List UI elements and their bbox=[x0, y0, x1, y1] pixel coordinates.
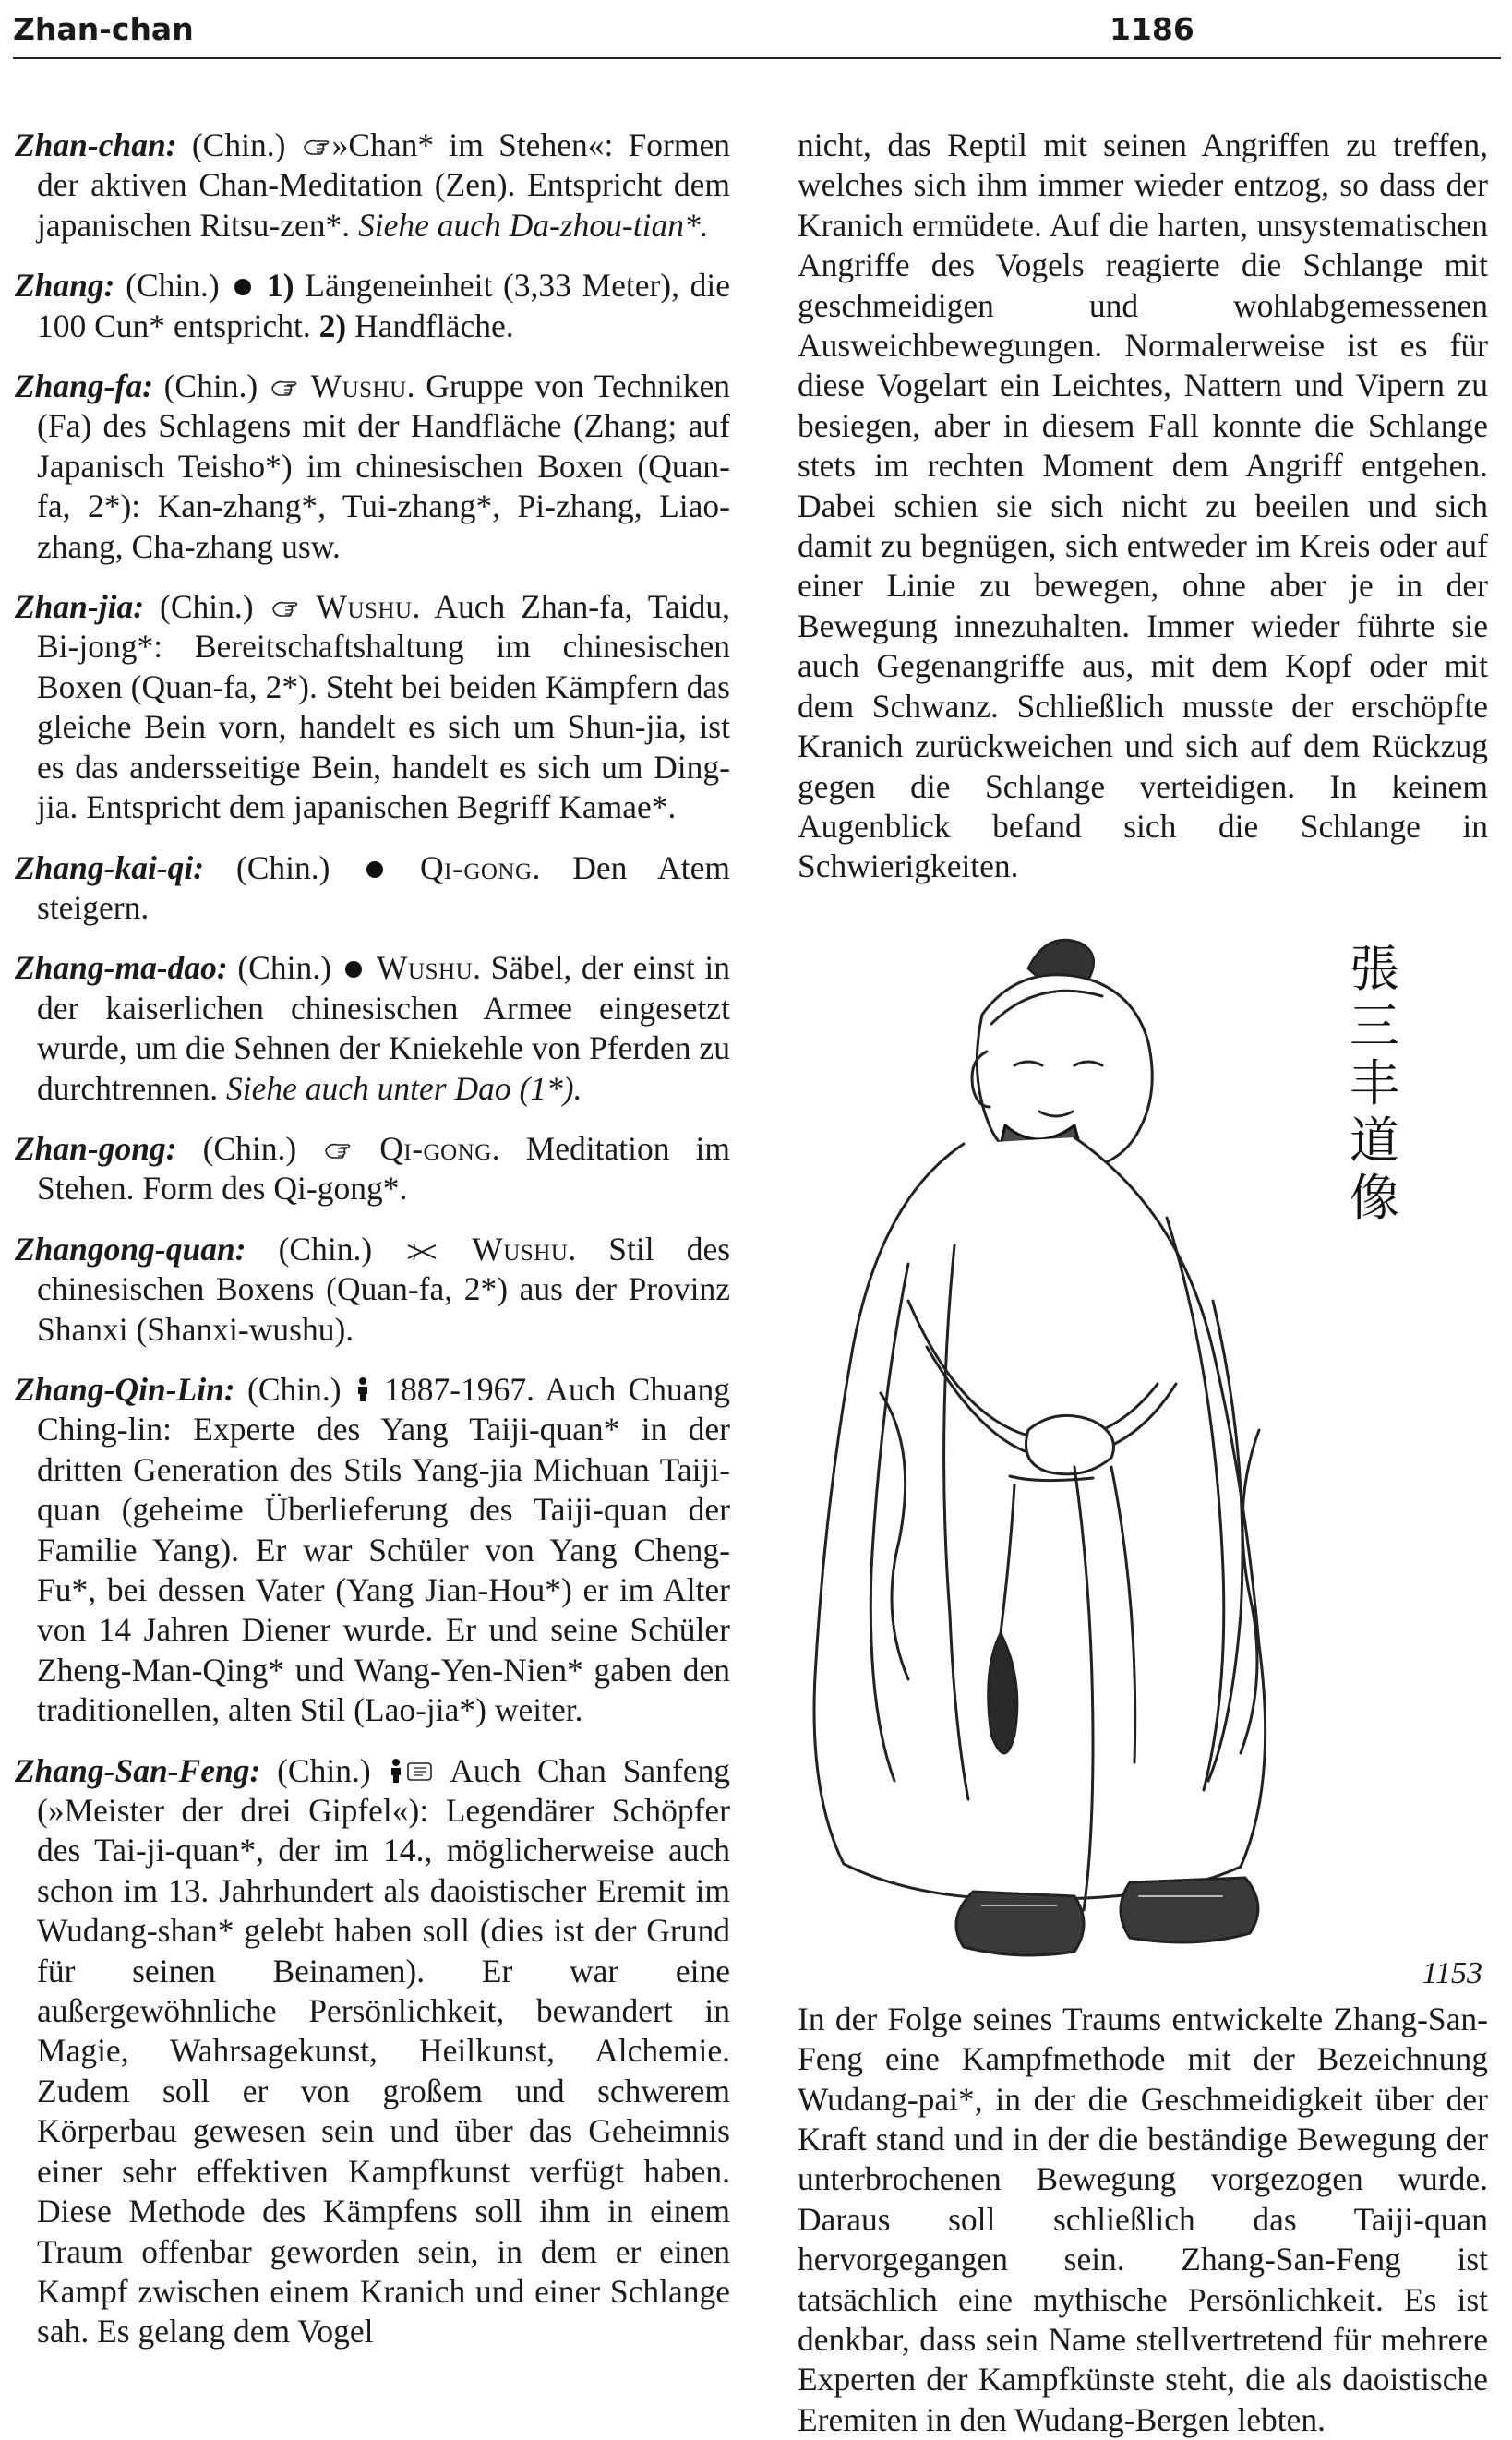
domain-label: Wushu bbox=[472, 1230, 569, 1268]
figure-number: 1153 bbox=[1422, 1956, 1482, 1991]
entry-lemma: Zhang-ma-dao: bbox=[15, 949, 228, 987]
entry-lemma: Zhang: bbox=[15, 267, 115, 305]
cjk-char: 三 bbox=[1350, 996, 1399, 1055]
dictionary-entry: Zhang-fa: (Chin.) Wushu. Gruppe von Techniken (Fa) des Schlagens mit der Handfläche (Zhang; auf Japanisch Teisho*) im chinesischen Boxen (Quan-fa, 2*): Kan-zhang*, Tui-zhang*, Pi-zhang, Liao-zhang, Cha-zhang usw. bbox=[15, 367, 731, 565]
cjk-char: 像 bbox=[1350, 1168, 1399, 1227]
dictionary-entry: Zhang: (Chin.) 1) Längeneinheit (3,33 Meter), die 100 Cun* entspricht. 2) Handfläche. bbox=[15, 267, 731, 344]
cjk-char: 丰 bbox=[1350, 1053, 1399, 1112]
page-number: 1186 bbox=[1110, 11, 1194, 47]
cross-reference: Siehe auch Da-zhou-tian*. bbox=[358, 206, 709, 244]
running-head bbox=[13, 0, 1501, 59]
sense-number: 2) bbox=[318, 307, 347, 344]
cjk-char: 張 bbox=[1350, 939, 1399, 998]
chinese-caption bbox=[1342, 941, 1407, 1227]
pointing-hand-icon bbox=[303, 136, 330, 158]
domain-label: Wushu bbox=[316, 588, 413, 626]
domain-label: Qi-gong bbox=[420, 848, 533, 886]
pointing-hand-icon bbox=[324, 1139, 352, 1161]
entry-lemma: Zhan-jia: bbox=[15, 588, 145, 626]
domain-label: Qi-gong bbox=[379, 1129, 492, 1167]
pointing-hand-icon bbox=[270, 377, 298, 399]
entry-lemma: Zhang-kai-qi: bbox=[15, 848, 205, 886]
header-lemma: Zhan-chan bbox=[13, 11, 194, 47]
right-column bbox=[798, 126, 1488, 2440]
dictionary-entry: Zhangong-quan: (Chin.) Wushu. Stil des chinesischen Boxens (Quan-fa, 2*) aus der Provinz Shanxi (Shanxi-wushu). bbox=[15, 1230, 731, 1348]
right-paragraph-top: nicht, das Reptil mit seinen Angriffen zu treffen, welches sich ihm immer wieder entzog, so dass der Kranich ermüdete. Auf die harten, unsystematischen Angriffe des Vogels reagierte die Schlange mit geschmeidigen und wohlabgemessenen Ausweichbewegungen. Normalerweise ist es für diese Vogelart ein Leichtes, Nattern und Vipern zu besiegen, aber in diesem Fall konnte die Schlange stets im rechten Moment dem Angriff entgehen. Dabei schien sie sich nicht zu beeilen und sich damit zu begnügen, sich entweder im Kreis oder auf einer Linie zu bewegen, ohne aber je in der Bewegung innezuhalten. Immer wieder führte sie auch Gegenangriffe aus, mit dem Kopf oder mit dem Schwanz. Schließlich musste der erschöpfte Kranich zurückweichen und sich auf dem Rückzug gegen die Schlange verteidigen. In keinem Augenblick befand sich die Schlange in Schwierigkeiten. bbox=[798, 126, 1488, 885]
entry-lemma: Zhang-fa: bbox=[15, 367, 153, 405]
dictionary-entry: Zhang-ma-dao: (Chin.) Wushu. Säbel, der einst in der kaiserlichen chinesischen Armee eingesetzt wurde, um die Sehnen der Kniekehle von Pferden zu durchtrennen. Siehe auch unter Dao (1*). bbox=[15, 949, 731, 1107]
black-circle-icon bbox=[342, 958, 365, 980]
black-circle-icon bbox=[364, 859, 386, 881]
entry-lemma: Zhan-gong: bbox=[15, 1129, 177, 1167]
portrait-illustration bbox=[798, 913, 1488, 1998]
person-icon bbox=[355, 1376, 370, 1402]
cross-reference: Siehe auch unter Dao (1*). bbox=[226, 1069, 582, 1107]
entry-lemma: Zhangong-quan: bbox=[15, 1230, 246, 1268]
scroll-icon bbox=[407, 1760, 433, 1784]
entry-lemma: Zhan-chan: bbox=[15, 126, 177, 163]
dictionary-entry: Zhang-kai-qi: (Chin.) Qi-gong. Den Atem steigern. bbox=[15, 848, 731, 926]
dictionary-entry: Zhan-gong: (Chin.) Qi-gong. Meditation im Stehen. Form des Qi-gong*. bbox=[15, 1129, 731, 1208]
dictionary-entry: Zhan-jia: (Chin.) Wushu. Auch Zhan-fa, Taidu, Bi-jong*: Bereitschaftshaltung im chinesischen Boxen (Quan-fa, 2*). Steht bei beiden Kämpfern das gleiche Bein vorn, handelt es sich um Shun-jia, ist es das andersseitige Bein, handelt es sich um Ding-jia. Entspricht dem japanischen Begriff Kamae*. bbox=[15, 588, 730, 826]
domain-label: Wushu bbox=[310, 367, 407, 405]
black-circle-icon bbox=[232, 276, 254, 298]
person-icon bbox=[389, 1758, 403, 1784]
dictionary-entry: Zhang-San-Feng: (Chin.) Auch Chan Sanfeng (»Meister der drei Gipfel«): Legendärer Schöpfer des Tai-ji-quan*, der im 14., möglicherweise auch schon im 13. Jahrhundert als daoistischer Eremit im Wudang-shan* gelebt haben soll (dies ist der Grund für seinen Beinamen). Er war eine außergewöhnliche Persönlichkeit, bewandert in Magie, Wahrsagekunst, Heilkunst, Alchemie. Zudem soll er von großem und schwerem Körperbau gewesen sein und über das Geheimnis einer sehr effektiven Kampfkunst verfügt haben. Diese Methode des Kämpfens soll ihm in einem Traum offenbar geworden sein, in dem er einen Kampf zwischen einem Kranich und einer Schlange sah. Es gelang dem Vogel bbox=[15, 1751, 731, 2350]
crossed-swords-icon bbox=[406, 1242, 438, 1262]
dictionary-entry: Zhang-Qin-Lin: (Chin.) 1887-1967. Auch Chuang Ching-lin: Experte des Yang Taiji-quan* in der dritten Generation des Stils Yang-jia Michuan Taiji-quan (geheime Überlieferung des Taiji-quan der Familie Yang). Er war Schüler von Yang Cheng-Fu*, bei dessen Vater (Yang Jian-Hou*) er im Alter von 14 Jahren Diener wurde. Er und seine Schüler Zheng-Man-Qing* und Wang-Yen-Nien* gaben den traditionellen, alten Stil (Lao-jia*) weiter. bbox=[15, 1370, 731, 1729]
sense-number: 1) bbox=[267, 267, 294, 305]
right-paragraph-bottom: In der Folge seines Traums entwickelte Zhang-San-Feng eine Kampfmethode mit der Bezeichnung Wudang-pai*, in der die Geschmeidigkeit über der Kraft stand und in der die beständige Bewegung der unterbrochenen Bewegung vorgezogen wurde. Daraus soll schließlich das Taiji-quan hervorgegangen sein. Zhang-San-Feng ist tatsächlich eine mythische Persönlichkeit. Es ist denkbar, dass sein Name stellvertretend für mehrere Experten der Kampfkünste steht, die als daoistische Eremiten in den Wudang-Bergen lebten. bbox=[798, 2000, 1488, 2438]
cjk-char: 道 bbox=[1350, 1111, 1399, 1170]
entry-lemma: Zhang-San-Feng: bbox=[15, 1751, 261, 1789]
domain-label: Wushu bbox=[377, 949, 474, 987]
left-column bbox=[15, 126, 730, 2373]
pointing-hand-icon bbox=[271, 597, 299, 619]
dictionary-entry: Zhan-chan: (Chin.) »Chan* im Stehen«: Formen der aktiven Chan-Meditation (Zen). Entspricht dem japanischen Ritsu-zen*. Siehe auch Da-zhou-tian*. bbox=[15, 126, 731, 244]
entry-lemma: Zhang-Qin-Lin: bbox=[15, 1370, 235, 1408]
